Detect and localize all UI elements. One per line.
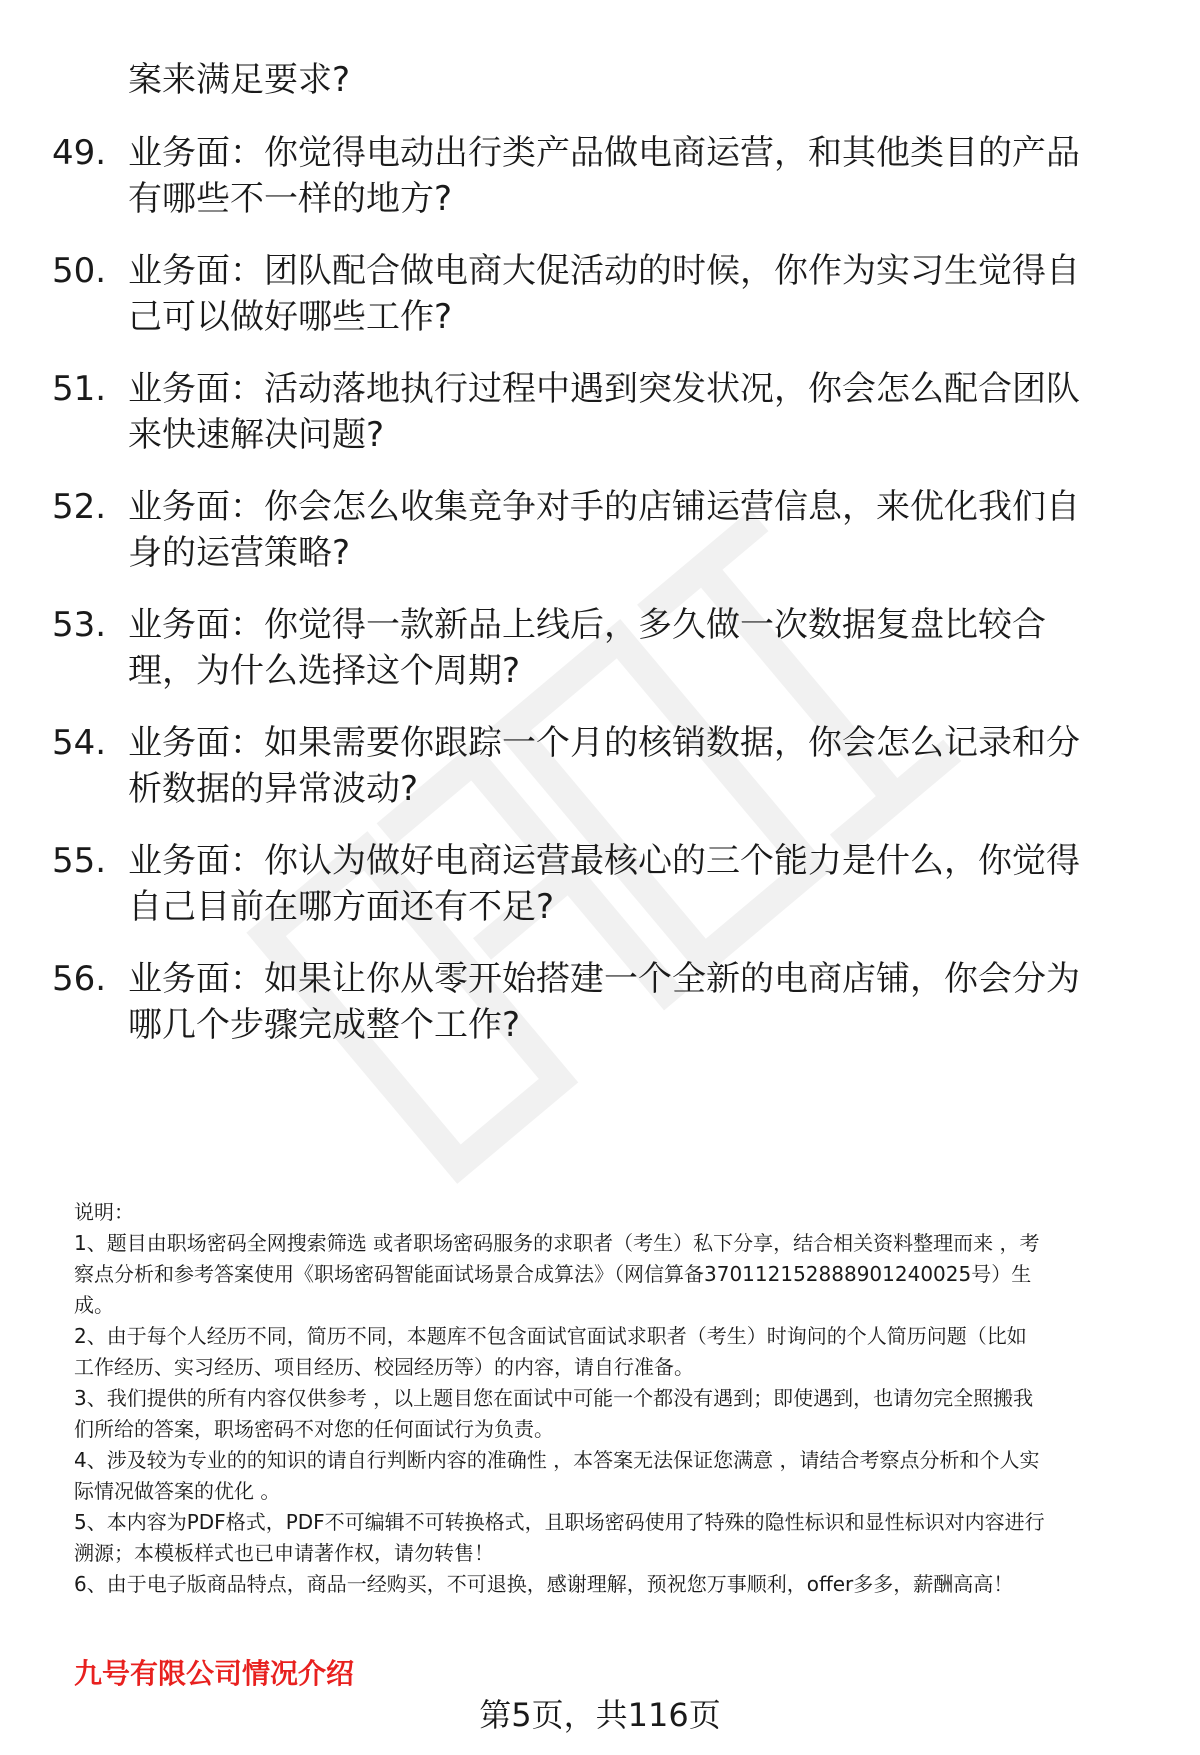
notes-heading: 说明： [74,1200,134,1224]
question-number: 52. [52,487,107,527]
notes-line: 2、由于每个人经历不同，简历不同，本题库不包含面试官面试求职者（考生）时询问的个人简历问题（比如 [74,1324,1027,1348]
question-number: 56. [52,959,107,999]
question-text-line: 自己目前在哪方面还有不足? [128,887,555,927]
notes-line: 4、涉及较为专业的的知识的请自行判断内容的准确性 ，本答案无法保证您满意 ，请结合考察点分析和个人实 [74,1448,1040,1472]
question-number: 49. [52,133,107,173]
question-text-line: 己可以做好哪些工作? [128,297,453,337]
question-text-line: 哪几个步骤完成整个工作? [128,1005,521,1045]
question-number: 51. [52,369,107,409]
notes-line: 工作经历、实习经历、项目经历、校园经历等）的内容，请自行准备。 [74,1355,694,1379]
question-text-line: 来快速解决问题? [128,415,385,455]
notes-section [74,1197,1164,1600]
notes-line: 1、题目由职场密码全网搜索筛选 或者职场密码服务的求职者（考生）私下分享，结合相关资料整理而来 ，考 [74,1231,1040,1255]
notes-line: 5、本内容为PDF格式，PDF不可编辑不可转换格式，且职场密码使用了特殊的隐性标识和显性标识对内容进行 [74,1510,1045,1534]
question-number: 53. [52,605,107,645]
question-number: 54. [52,723,107,763]
notes-line: 6、由于电子版商品特点，商品一经购买，不可退换，感谢理解，预祝您万事顺利，offer多多，薪酬高高！ [74,1572,1014,1596]
continuation-line: 案来满足要求? [128,60,351,100]
question-number: 50. [52,251,107,291]
notes-line: 溯源；本模板样式也已申请著作权，请勿转售！ [74,1541,494,1565]
section-title: 九号有限公司情况介绍 [74,1657,355,1690]
question-text-line: 业务面：如果需要你跟踪一个月的核销数据，你会怎么记录和分 [128,723,1080,763]
notes-line: 们所给的答案，职场密码不对您的任何面试行为负责。 [74,1417,554,1441]
question-text-line: 业务面：团队配合做电商大促活动的时候，你作为实习生觉得自 [128,251,1080,291]
question-text-line: 业务面：你觉得一款新品上线后，多久做一次数据复盘比较合 [128,605,1046,645]
question-text-line: 业务面：你会怎么收集竞争对手的店铺运营信息，来优化我们自 [128,487,1080,527]
question-text-line: 业务面：你觉得电动出行类产品做电商运营，和其他类目的产品 [128,133,1080,173]
notes-line: 察点分析和参考答案使用《职场密码智能面试场景合成算法》（网信算备370112152888901240025号）生 [74,1262,1032,1286]
notes-line: 成。 [74,1293,114,1317]
question-text-line: 业务面：活动落地执行过程中遇到突发状况，你会怎么配合团队 [128,369,1080,409]
question-text-line: 业务面：你认为做好电商运营最核心的三个能力是什么，你觉得 [128,841,1080,881]
question-text-line: 有哪些不一样的地方? [128,179,453,219]
question-number: 55. [52,841,107,881]
notes-line: 3、我们提供的所有内容仅供参考 ，以上题目您在面试中可能一个都没有遇到；即使遇到，也请勿完全照搬我 [74,1386,1034,1410]
question-text-line: 理，为什么选择这个周期? [128,651,521,691]
page-footer: 第5页，共116页 [479,1696,721,1734]
question-text-line: 业务面：如果让你从零开始搭建一个全新的电商店铺，你会分为 [128,959,1080,999]
notes-line: 际情况做答案的优化 。 [74,1479,281,1503]
question-text-line: 身的运营策略? [128,533,351,573]
question-text-line: 析数据的异常波动? [128,769,419,809]
